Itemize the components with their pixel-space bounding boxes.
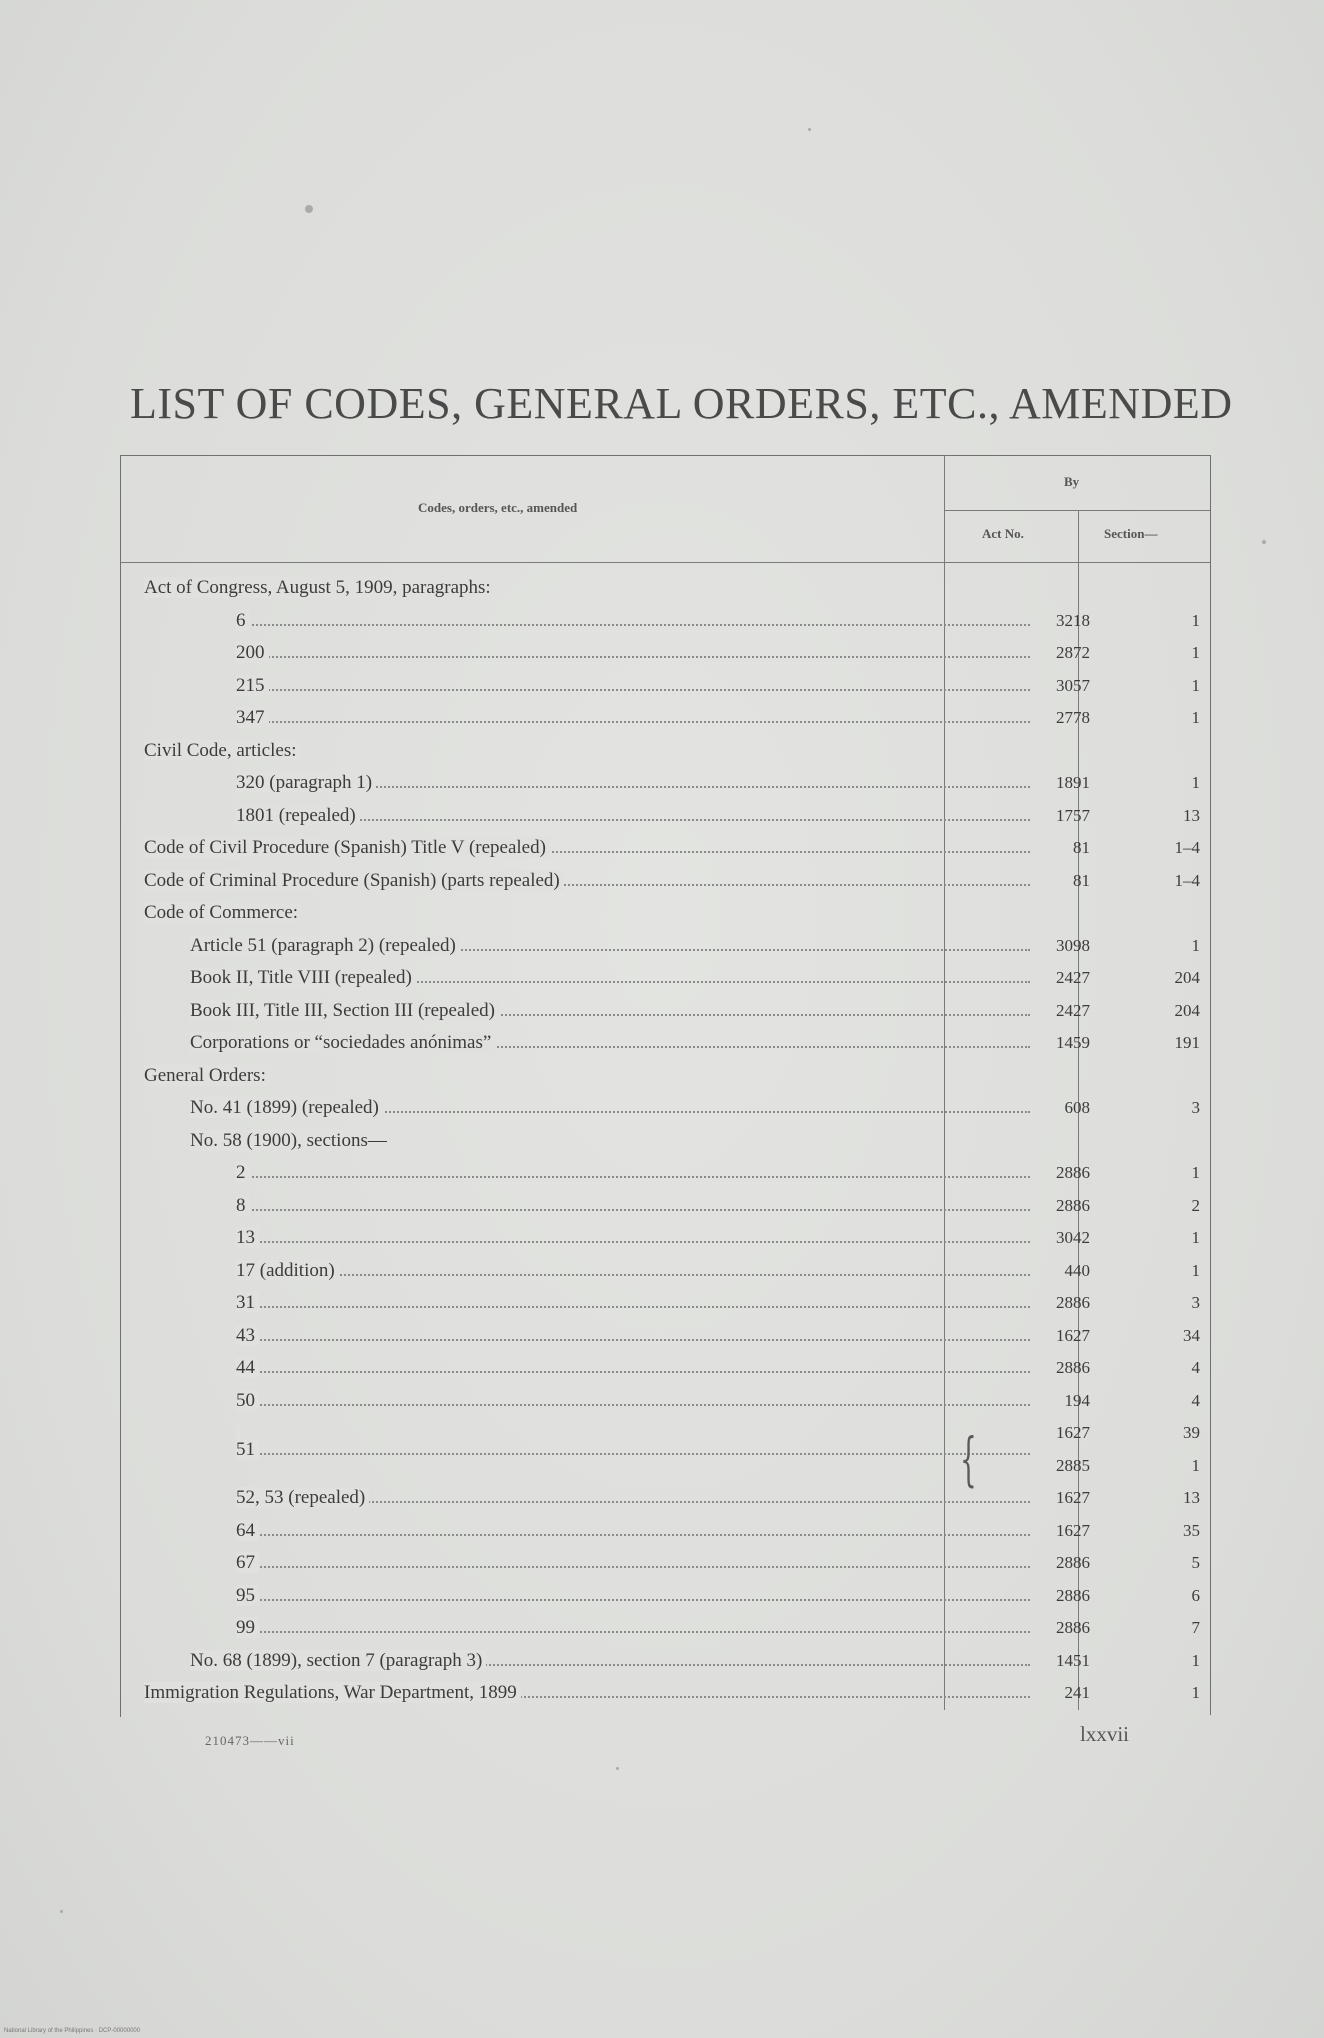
row-label (236, 1516, 259, 1546)
row-label (236, 768, 376, 798)
header-section: Section— (1104, 526, 1158, 541)
brace-glyph: { (960, 1425, 977, 1493)
act-number-cell: 2886 (1056, 1195, 1090, 1215)
section-cell: 1 (1191, 675, 1200, 695)
act-number-cell: 3098 (1056, 935, 1090, 955)
table-row (120, 736, 1210, 766)
section-cell: 1 (1191, 1163, 1200, 1182)
row-label-text: 13 (236, 1227, 259, 1248)
row-label (236, 638, 269, 668)
scan-credit: National Library of the Philippines · DCP-00000000 (4, 2028, 141, 2034)
leader-dots (244, 1404, 1030, 1406)
section-cell: 13 (1183, 1488, 1200, 1507)
section-cell: 1 (1191, 708, 1200, 727)
table-row (120, 801, 1210, 831)
act-number-cell: 2872 (1056, 643, 1090, 662)
header-act-no: Act No. (982, 526, 1024, 541)
row-label (190, 963, 416, 993)
row-label (190, 1028, 495, 1058)
act-number-cell: 1891 (1056, 773, 1090, 792)
row-label (144, 573, 495, 603)
leader-dots (244, 656, 1030, 658)
section-cell: 35 (1183, 1520, 1200, 1540)
row-label (190, 931, 460, 961)
section-cell: 204 (1174, 1000, 1200, 1020)
row-label-text: Immigration Regulations, War Department, 1899 (144, 1682, 521, 1703)
row-label (236, 1353, 259, 1383)
leader-dots (244, 1306, 1030, 1308)
section-cell: 5 (1191, 1553, 1200, 1572)
scan-speck (1262, 540, 1266, 544)
leader-dots (244, 1453, 1030, 1455)
section-cell: 1 (1191, 1260, 1200, 1280)
leader-dots (244, 1371, 1030, 1373)
leader-dots (244, 1599, 1030, 1601)
act-number-cell: 2886 (1056, 1553, 1090, 1572)
table-row (120, 573, 1210, 603)
row-label (236, 1435, 259, 1465)
row-label (236, 1256, 339, 1286)
act-number-cell: 1627 (1056, 1488, 1090, 1507)
row-label-text: 215 (236, 675, 269, 696)
table-row (120, 1093, 1210, 1123)
section-cell: 4 (1191, 1358, 1200, 1377)
row-label-text: 43 (236, 1325, 259, 1346)
table-row (120, 1678, 1210, 1708)
table-row (120, 1353, 1210, 1383)
row-label (190, 1126, 391, 1156)
row-label-text: 8 (236, 1195, 250, 1216)
row-label (144, 866, 564, 896)
row-label-text: Civil Code, articles: (144, 740, 301, 761)
row-label (236, 606, 250, 636)
leader-dots (244, 1274, 1030, 1276)
act-number-cell: 2886 (1056, 1163, 1090, 1182)
row-label-text: No. 58 (1900), sections— (190, 1130, 391, 1151)
row-label-text: 31 (236, 1292, 259, 1313)
leader-dots (244, 819, 1030, 821)
section-cell: 3 (1191, 1098, 1200, 1117)
scan-speck (305, 205, 313, 213)
section-cell: 191 (1174, 1033, 1200, 1052)
table-row (120, 1438, 1210, 1481)
row-label-text: 200 (236, 642, 269, 663)
page-number: lxxvii (1080, 1722, 1130, 1746)
row-label (144, 833, 550, 863)
row-label-text: Book II, Title VIII (repealed) (190, 967, 416, 988)
row-label (236, 1191, 250, 1221)
act-number-cell: 3057 (1056, 675, 1090, 695)
section-cell: 7 (1191, 1618, 1200, 1637)
row-label (190, 996, 499, 1026)
act-number-cell: 2427 (1056, 1000, 1090, 1020)
section-cell: 39 (1183, 1423, 1200, 1442)
row-label-text: 44 (236, 1357, 259, 1378)
act-number-cell: 2886 (1056, 1618, 1090, 1637)
row-label-text: Article 51 (paragraph 2) (repealed) (190, 935, 460, 956)
row-label (144, 1061, 270, 1091)
table-row (120, 703, 1210, 733)
row-label (236, 1548, 259, 1578)
header-codes-amended: Codes, orders, etc., amended (418, 500, 578, 515)
scan-speck (808, 128, 811, 131)
act-number-cell: 608 (1064, 1098, 1090, 1117)
table-row (120, 963, 1210, 993)
row-label (144, 1678, 521, 1708)
table-border-right (1210, 455, 1211, 1715)
act-number-cell: 440 (1064, 1260, 1090, 1280)
by-header-divider (944, 510, 1210, 511)
table-row (120, 1158, 1210, 1188)
section-cell: 1 (1191, 1683, 1200, 1702)
section-cell: 1 (1191, 1455, 1200, 1475)
row-label-text: 67 (236, 1552, 259, 1573)
table-row (120, 1613, 1210, 1643)
row-label-text: 64 (236, 1520, 259, 1541)
section-cell: 4 (1191, 1390, 1200, 1410)
row-label (236, 1483, 369, 1513)
act-number-cell: 1459 (1056, 1033, 1090, 1052)
row-label (236, 1613, 259, 1643)
section-cell: 1 (1191, 1650, 1200, 1670)
table-row (120, 1288, 1210, 1318)
row-label-text: Code of Criminal Procedure (Spanish) (parts repealed) (144, 870, 564, 891)
act-number-cell: 81 (1073, 838, 1090, 857)
act-number-cell: 2885 (1056, 1455, 1090, 1475)
leader-dots (244, 1209, 1030, 1211)
row-label-text: Code of Commerce: (144, 902, 302, 923)
row-label-text: 52, 53 (repealed) (236, 1487, 369, 1508)
row-label (236, 1581, 259, 1611)
row-label-text: Book III, Title III, Section III (repealed) (190, 1000, 499, 1021)
leader-dots (244, 1339, 1030, 1341)
act-number-cell: 1627 (1056, 1423, 1090, 1442)
table-row (120, 1191, 1210, 1221)
section-cell: 1–4 (1174, 838, 1200, 857)
act-number-cell: 2778 (1056, 708, 1090, 727)
table-row (120, 931, 1210, 961)
row-label-text: 51 (236, 1439, 259, 1460)
section-cell: 1 (1191, 1228, 1200, 1247)
section-cell: 1 (1191, 610, 1200, 630)
print-code: 210473——vii (205, 1733, 295, 1748)
row-label-text: No. 68 (1899), section 7 (paragraph 3) (190, 1650, 486, 1671)
scan-speck (616, 1767, 619, 1770)
act-number-cell: 241 (1064, 1683, 1090, 1702)
table-row (120, 996, 1210, 1026)
act-number-cell: 3218 (1056, 610, 1090, 630)
header-by: By (1064, 474, 1080, 489)
table-row (120, 671, 1210, 701)
row-label (144, 736, 301, 766)
row-label-text: 17 (addition) (236, 1260, 339, 1281)
table-row (120, 1223, 1210, 1253)
section-cell: 1 (1191, 773, 1200, 792)
table-row (120, 1483, 1210, 1513)
act-number-cell: 194 (1064, 1390, 1090, 1410)
header-bottom-rule (120, 562, 1210, 563)
leader-dots (244, 689, 1030, 691)
table-row (120, 1646, 1210, 1676)
table-row (120, 833, 1210, 863)
row-label (236, 671, 269, 701)
row-label (190, 1646, 486, 1676)
row-label (236, 1386, 259, 1416)
row-label-text: 6 (236, 610, 250, 631)
section-cell: 1 (1191, 643, 1200, 662)
row-label (236, 1158, 250, 1188)
row-label (236, 1223, 259, 1253)
leader-dots (244, 1176, 1030, 1178)
section-cell: 3 (1191, 1293, 1200, 1312)
section-cell: 1–4 (1174, 870, 1200, 890)
row-label (144, 898, 302, 928)
table-border-top (120, 455, 1210, 456)
table-row (120, 1321, 1210, 1351)
row-label-text: 99 (236, 1617, 259, 1638)
table-row (120, 1256, 1210, 1286)
act-number-cell: 2886 (1056, 1358, 1090, 1377)
row-label-text: 50 (236, 1390, 259, 1411)
row-label-text: 1801 (repealed) (236, 805, 360, 826)
act-number-cell: 81 (1073, 870, 1090, 890)
table-row (120, 1418, 1210, 1448)
table-row (120, 1548, 1210, 1578)
leader-dots (244, 1534, 1030, 1536)
leader-dots (244, 624, 1030, 626)
row-label-text: Corporations or “sociedades anónimas” (190, 1032, 495, 1053)
row-label-text: 95 (236, 1585, 259, 1606)
row-label (190, 1093, 383, 1123)
table-row (120, 768, 1210, 798)
row-label (236, 801, 360, 831)
row-label (236, 1321, 259, 1351)
row-label-text: No. 41 (1899) (repealed) (190, 1097, 383, 1118)
section-cell: 1 (1191, 935, 1200, 955)
section-cell: 2 (1191, 1195, 1200, 1215)
scan-speck (60, 1910, 63, 1913)
table-row (120, 1516, 1210, 1546)
leader-dots (244, 1566, 1030, 1568)
act-number-cell: 2886 (1056, 1293, 1090, 1312)
row-label-text: 347 (236, 707, 269, 728)
act-number-cell: 2886 (1056, 1585, 1090, 1605)
act-number-cell: 1627 (1056, 1325, 1090, 1345)
row-label (236, 703, 269, 733)
page-title: LIST OF CODES, GENERAL ORDERS, ETC., AMENDED (130, 379, 1233, 428)
row-label-text: Act of Congress, August 5, 1909, paragraphs: (144, 577, 495, 598)
table-row (120, 1581, 1210, 1611)
row-label-text: General Orders: (144, 1065, 270, 1086)
act-number-cell: 1757 (1056, 805, 1090, 825)
table-row (120, 898, 1210, 928)
section-cell: 204 (1174, 968, 1200, 987)
row-label (236, 1288, 259, 1318)
table-row (120, 606, 1210, 636)
section-cell: 6 (1191, 1585, 1200, 1605)
table-row (120, 1028, 1210, 1058)
section-cell: 34 (1183, 1325, 1200, 1345)
table-row (120, 866, 1210, 896)
act-number-cell: 1451 (1056, 1650, 1090, 1670)
act-number-cell: 1627 (1056, 1520, 1090, 1540)
leader-dots (244, 1241, 1030, 1243)
act-number-cell: 2427 (1056, 968, 1090, 987)
row-label-text: 320 (paragraph 1) (236, 772, 376, 793)
table-row (120, 1386, 1210, 1416)
table-row (120, 1126, 1210, 1156)
row-label-text: 2 (236, 1162, 250, 1183)
leader-dots (244, 1631, 1030, 1633)
row-label-text: Code of Civil Procedure (Spanish) Title V (repealed) (144, 837, 550, 858)
table-row (120, 638, 1210, 668)
act-number-cell: 3042 (1056, 1228, 1090, 1247)
leader-dots (244, 721, 1030, 723)
section-cell: 13 (1183, 805, 1200, 825)
table-row (120, 1061, 1210, 1091)
